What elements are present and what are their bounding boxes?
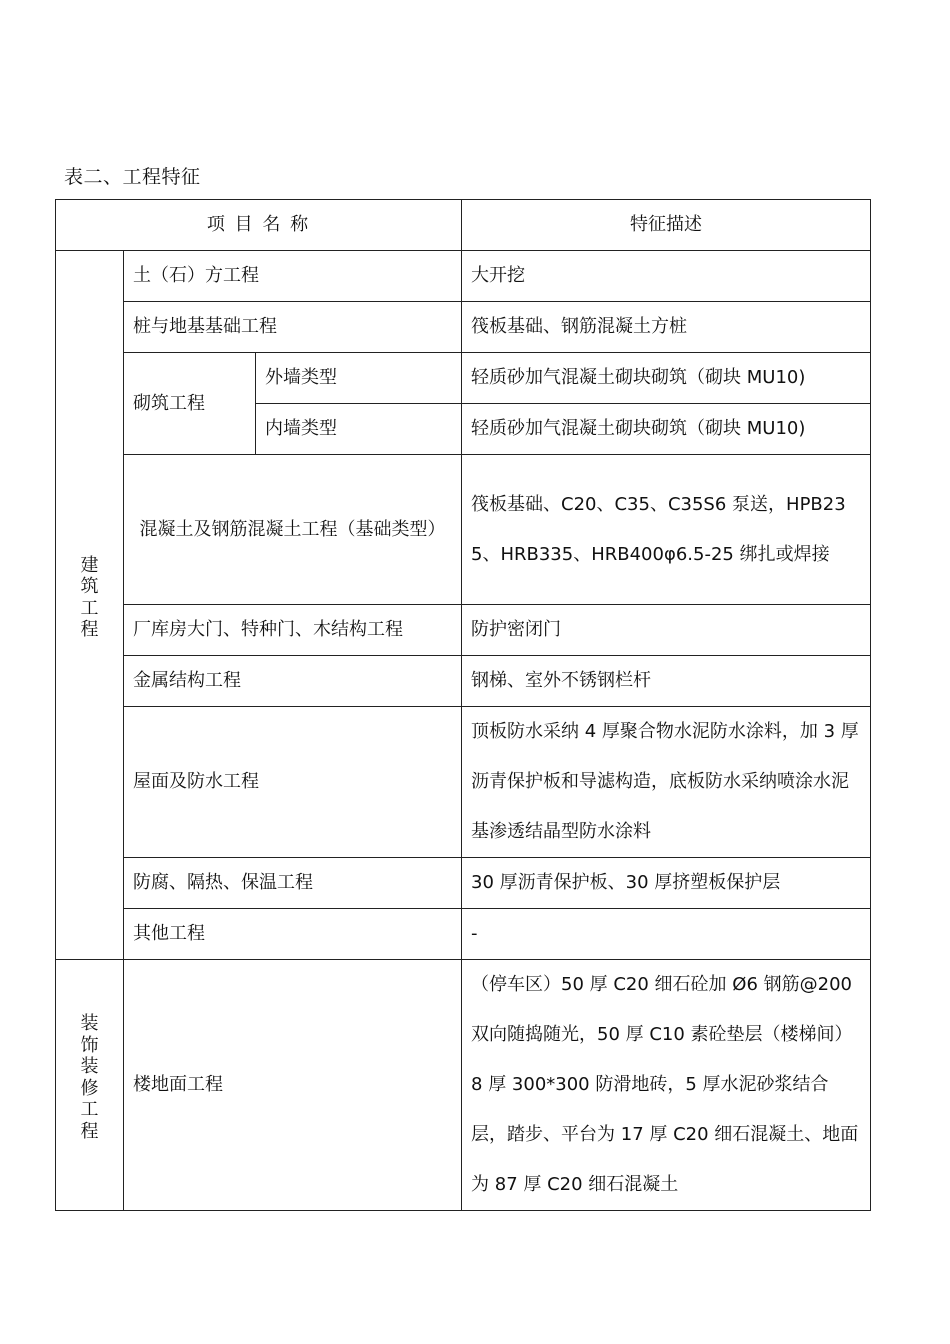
row-masonry-outer-label: 外墙类型 [256, 353, 462, 404]
row-insulation-name: 防腐、隔热、保温工程 [124, 858, 462, 909]
group-building-label: 建筑工程 [80, 554, 99, 641]
table-row [56, 960, 871, 1211]
header-description: 特征描述 [462, 200, 871, 251]
table-row [56, 707, 871, 858]
row-other-desc: - [462, 909, 871, 960]
table-row [56, 909, 871, 960]
row-roof-name: 屋面及防水工程 [124, 707, 462, 858]
row-roof-desc: 顶板防水采纳 4 厚聚合物水泥防水涂料，加 3 厚沥青保护板和导滤构造，底板防水采纳喷涂水泥基渗透结晶型防水涂料 [462, 707, 871, 858]
row-doors-desc: 防护密闭门 [462, 605, 871, 656]
row-metal-name: 金属结构工程 [124, 656, 462, 707]
row-masonry-outer-desc: 轻质砂加气混凝土砌块砌筑（砌块 MU10) [462, 353, 871, 404]
row-masonry-inner-desc: 轻质砂加气混凝土砌块砌筑（砌块 MU10) [462, 404, 871, 455]
table-header-row [56, 200, 871, 251]
row-pile-name: 桩与地基基础工程 [124, 302, 462, 353]
row-floor-desc: （停车区）50 厚 C20 细石砼加 Ø6 钢筋@200 双向随捣随光，50 厚 C10 素砼垫层（楼梯间）8 厚 300*300 防滑地砖，5 厚水泥砂浆结合层，踏步、平台为 17 厚 C20 细石混凝土、地面为 87 厚 C20 细石混凝土 [462, 960, 871, 1211]
row-masonry-inner-label: 内墙类型 [256, 404, 462, 455]
features-table [55, 199, 871, 1211]
table-row [56, 656, 871, 707]
header-item-name: 项 目 名 称 [56, 200, 462, 251]
row-doors-name: 厂库房大门、特种门、木结构工程 [124, 605, 462, 656]
table-row [56, 455, 871, 605]
row-floor-name: 楼地面工程 [124, 960, 462, 1211]
table-row [56, 605, 871, 656]
row-concrete-name: 混凝土及钢筋混凝土工程（基础类型） [124, 455, 462, 605]
row-pile-desc: 筏板基础、钢筋混凝土方桩 [462, 302, 871, 353]
table-row [56, 251, 871, 302]
group-decoration [56, 960, 124, 1211]
group-decoration-label: 装饰装修工程 [80, 1013, 99, 1142]
row-masonry-name: 砌筑工程 [124, 353, 256, 455]
table-row [56, 302, 871, 353]
document-title: 表二、工程特征 [64, 166, 201, 188]
row-insulation-desc: 30 厚沥青保护板、30 厚挤塑板保护层 [462, 858, 871, 909]
row-earthwork-name: 土（石）方工程 [124, 251, 462, 302]
table-row [56, 353, 871, 404]
table-row [56, 858, 871, 909]
row-earthwork-desc: 大开挖 [462, 251, 871, 302]
row-other-name: 其他工程 [124, 909, 462, 960]
row-metal-desc: 钢梯、室外不锈钢栏杆 [462, 656, 871, 707]
group-building [56, 251, 124, 960]
row-concrete-desc: 筏板基础、C20、C35、C35S6 泵送，HPB235、HRB335、HRB400φ6.5-25 绑扎或焊接 [462, 455, 871, 605]
